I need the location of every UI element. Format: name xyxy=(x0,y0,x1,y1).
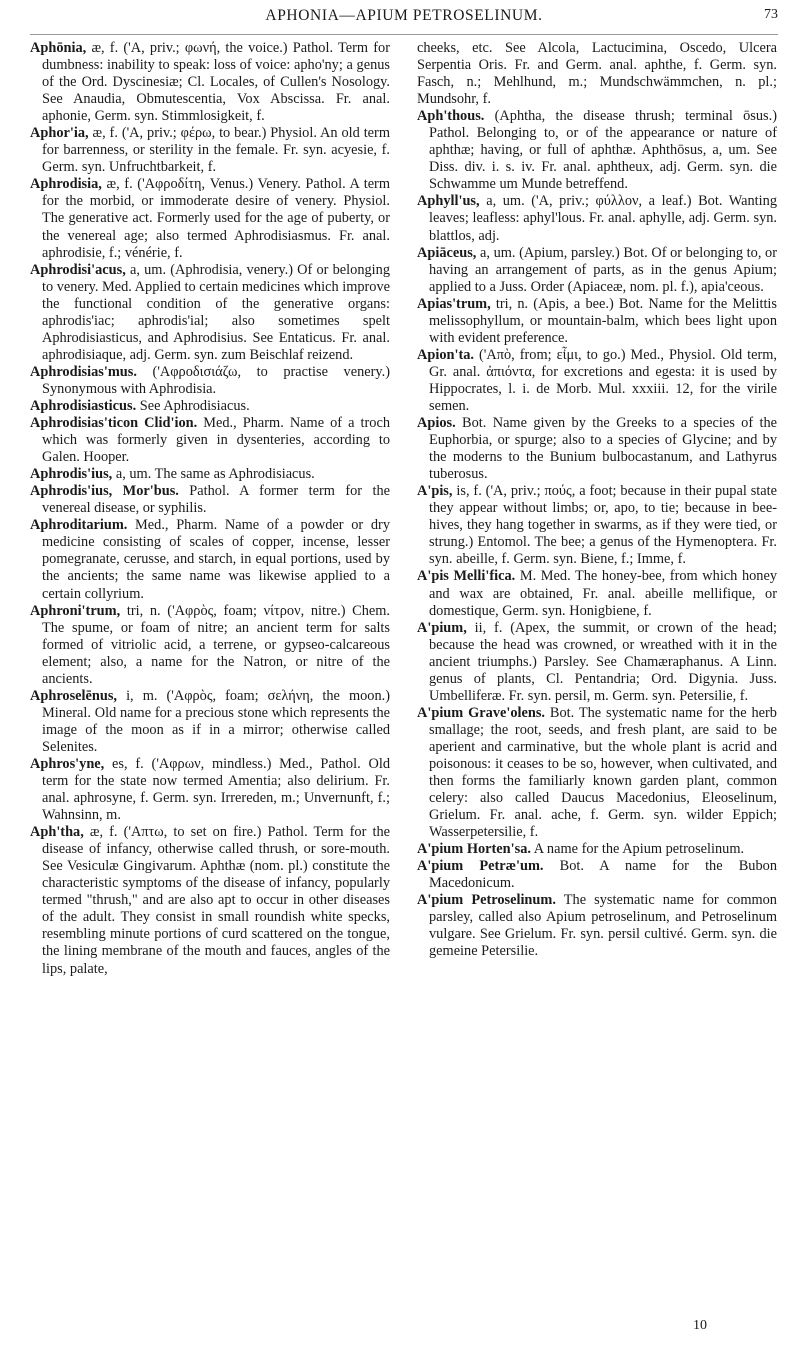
dictionary-entry xyxy=(30,415,390,466)
entry-headword: Aph'tha, xyxy=(30,824,84,841)
entry-headword: Apias'trum, xyxy=(417,295,491,312)
entry-headword: A'pium Petræ'um. xyxy=(417,858,544,875)
entry-text: ii, f. (Apex, the summit, or crown of the head; because the head was crowned, or wreathed with it in the ancient triumphs.) Parsley. See Chamæraphanus. A Linn. genus of plants, Cl. Pentandria; Ord. Digynia. Juss. Umbelliferæ. Fr. syn. persil, m. Germ. syn. Petersilie, f. xyxy=(429,619,777,704)
dictionary-entry xyxy=(417,568,777,619)
entry-headword: A'pium Horten'sa. xyxy=(417,841,531,858)
entry-headword: A'pium, xyxy=(417,619,467,636)
entry-text: a, um. (Aphrodisia, venery.) Of or belonging to venery. Med. Applied to certain medicines which improve the functional condition of the generative organs: aphrodis'iac; aphrodis'ial; also sometimes spelt Aphrodisiasticus, and Aphrodisius. See Entaticus. Fr. anal. aphrodisiaque, adj. Germ. syn. zum Beischlaf reizend. xyxy=(42,261,391,363)
entry-headword: A'pis, xyxy=(417,483,453,500)
dictionary-entry xyxy=(417,620,777,705)
dictionary-entry xyxy=(30,125,390,176)
dictionary-entry xyxy=(30,756,390,824)
dictionary-entry xyxy=(30,364,390,398)
entry-text: Bot. A name for the Bubon Macedonicum. xyxy=(429,858,777,892)
entry-headword: Aphrodisias'mus. xyxy=(30,363,137,380)
entry-text: Med., Pharm. Name of a powder or dry medicine consisting of scales of copper, incense, lesser pomegranate, cerusse, and starch, in equal portions, used by the ancients; the same name was likewise applied to a certain collyrium. xyxy=(42,517,390,602)
dictionary-entry xyxy=(417,858,777,892)
entry-text: Bot. Name given by the Greeks to a species of the Euphorbia, or spurge; also to a species of Glycine; and by the moderns to the Bunium bulbocastanum, and Lathyrus tuberosus. xyxy=(429,415,777,483)
entry-headword: Aphros'yne, xyxy=(30,755,105,772)
entry-text: æ, f. ('Αφροδίτη, Venus.) Venery. Pathol. A term for the morbid, or immoderate desire of venery. Physiol. The generative act. Formerly used for the age of puberty, or the venereal age; also termed Aphrodisiasmus. Fr. anal. aphrodisie, f.; vénérie, f. xyxy=(42,176,390,261)
entry-text: Bot. The systematic name for the herb smallage; the root, seeds, and fresh plant, are said to be aperient and carminative, but the whole plant is acrid and poisonous: it ceases to be so, however, when cultivated, and then forms the familiarly known garden plant, common celery: also called Daucus Macedonius, Eleoselinum, Grielum. Fr. anal. ache, f. Germ. syn. wilder Eppich; Wasserpetersilie, f. xyxy=(429,704,777,841)
dictionary-entry xyxy=(30,824,390,977)
dictionary-entry xyxy=(417,347,777,415)
entry-headword: Apios. xyxy=(417,415,456,432)
entry-headword: Aphrodisia, xyxy=(30,176,102,193)
dictionary-entry xyxy=(417,245,777,296)
entry-headword: Aphrodisi'acus, xyxy=(30,261,126,278)
entry-headword: Aphroselēnus, xyxy=(30,687,118,704)
entry-headword: Apiāceus, xyxy=(417,244,477,261)
entry-text: æ, f. ('Απτω, to set on fire.) Pathol. Term for the disease of infancy, otherwise called thrush, or sore-mouth. See Vesiculæ Gingivarum. Aphthæ (nom. pl.) constitute the characteristic symptoms of the disease of infancy, popularly termed "thrush," and are also apt to occur in other diseases of the adult. They consist in small roundish white specks, resembling minute portions of curd scattered on the tongue, the lining membrane of the mouth and fauces, angles of the lips, palate, xyxy=(42,824,390,977)
entry-text: See Aphrodisiacus. xyxy=(136,397,250,414)
entry-headword: Aphyll'us, xyxy=(417,193,480,210)
entry-text: The systematic name for common parsley, called also Apium petroselinum, and Petroselinum vulgare. See Grielum. Fr. syn. persil cultivé. Germ. syn. die gemeine Petersilie. xyxy=(429,892,777,960)
entry-text: i, m. ('Αφρὸς, foam; σελήνη, the moon.) Mineral. Old name for a precious stone which represents the image of the moon as if in a mirror; otherwise called Selenites. xyxy=(42,687,390,755)
entry-text: ('Απὸ, from; εἶμι, to go.) Med., Physiol. Old term, Gr. anal. ἀπιόντα, for excretions and egesta: it is used by Hippocrates, l. i. de Morb. Mul. xxxiii. 12, for the virile semen. xyxy=(429,346,777,414)
dictionary-entry xyxy=(30,262,390,364)
dictionary-entry xyxy=(30,466,390,483)
page-header xyxy=(30,0,778,35)
entry-text: Pathol. A former term for the venereal disease, or syphilis. xyxy=(42,483,391,517)
entry-text: is, f. ('A, priv.; πούς, a foot; because in their pupal state they appear without limbs; or, apo, to tie; because in bee-hives, they hang together in swarms, as if they were tied, or strung.) Entomol. The bee; a genus of the Hymenoptera. Fr. syn. abeille, f. Germ. syn. Biene, f.; Imme, f. xyxy=(429,483,777,568)
entry-text: a, um. The same as Aphrodisiacus. xyxy=(112,466,315,483)
entry-text: tri, n. (Apis, a bee.) Bot. Name for the Melittis melissophyllum, or mountain-balm, which bees light upon with evident preference. xyxy=(429,295,777,346)
dictionary-entry xyxy=(30,517,390,602)
dictionary-entry xyxy=(417,415,777,483)
entry-headword: Aphrodisias'ticon Clid'ion. xyxy=(30,415,198,432)
entry-text: (Aphtha, the disease thrush; terminal ōsus.) Pathol. Belonging to, or of the appearance or nature of aphthæ; having, or full of aphthæ. Aphthōsus, a, um. See Diss. div. i. s. iv. Fr. anal. aphtheux, adj. Germ. syn. die Schwamme um Munde betreffend. xyxy=(429,108,777,193)
entry-text: tri, n. ('Αφρὸς, foam; νίτρον, nitre.) Chem. The spume, or foam of nitre; an ancient term for salts formed of vitriolic acid, a terrene, or gypseo-calcareous element; also, a name for the Natron, or nitre of the ancients. xyxy=(42,602,390,687)
entry-text: cheeks, etc. See Alcola, Lactucimina, Oscedo, Ulcera Serpentia Oris. Fr. and Germ. anal. aphthe, f. Germ. syn. Fasch, n.; Mehlhund, m.; Mundschwämmchen, n. pl.; Mundsohr, f. xyxy=(417,40,777,108)
right-column xyxy=(417,40,777,961)
left-column xyxy=(30,40,390,978)
entry-text: a, um. (Apium, parsley.) Bot. Of or belonging to, or having an arrangement of parts, as in the genus Apium; applied to a Juss. Order (Apiaceæ, nom. pl. f.), apia'ceous. xyxy=(429,244,777,295)
dictionary-entry xyxy=(30,40,390,125)
entry-text: M. Med. The honey-bee, from which honey and wax are obtained, Fr. anal. abeille mellifique, or domestique, Germ. syn. Honigbiene, f. xyxy=(429,568,778,619)
entry-text: æ, f. ('A, priv.; φωνή, the voice.) Pathol. Term for dumbness: inability to speak: loss of voice: apho'ny; a genus of the Ord. Dyscinesiæ; Cl. Locales, of Cullen's Nosology. See Anaudia, Obmutescentia, Vox Abscissa. Fr. anal. aphonie, Germ. syn. Stimmlosigkeit, f. xyxy=(42,40,390,125)
entry-headword: A'pium Grave'olens. xyxy=(417,704,546,721)
dictionary-entry xyxy=(417,193,777,244)
dictionary-entry xyxy=(30,603,390,688)
entry-headword: Apion'ta. xyxy=(417,346,474,363)
signature-mark: 10 xyxy=(693,1318,707,1333)
running-head: APHONIA—APIUM PETROSELINUM. xyxy=(265,7,543,24)
entry-headword: Aphōnia, xyxy=(30,40,87,56)
entry-headword: Aphrodis'ius, xyxy=(30,466,113,483)
entry-text: Med., Pharm. Name of a troch which was formerly given in dysenteries, according to Galen. Hooper. xyxy=(42,415,390,466)
dictionary-entry xyxy=(30,688,390,756)
entry-text: a, um. ('A, priv.; φύλλον, a leaf.) Bot. Wanting leaves; leafless: aphyl'lous. Fr. anal. aphylle, adj. Germ. syn. blattlos, adj. xyxy=(429,193,777,244)
dictionary-entry xyxy=(417,483,777,568)
dictionary-entry xyxy=(417,892,777,960)
entry-text: es, f. ('Αφρων, mindless.) Med., Pathol. Old term for the state now termed Amentia; also delirium. Fr. anal. aphrosyne, f. Germ. syn. Irrereden, m.; Unvernunft, f.; Wahnsinn, m. xyxy=(42,755,390,824)
entry-text: ('Αφροδισιάζω, to practise venery.) Synonymous with Aphrodisia. xyxy=(42,363,390,397)
dictionary-entry xyxy=(417,841,777,858)
entry-text: æ, f. ('A, priv.; φέρω, to bear.) Physiol. An old term for barrenness, or sterility in the female. Fr. syn. acyesie, f. Germ. syn. Unfruchtbarkeit, f. xyxy=(42,125,390,176)
entry-headword: Aphroditarium. xyxy=(30,517,128,534)
entry-headword: Aphor'ia, xyxy=(30,125,89,142)
entry-text: A name for the Apium petroselinum. xyxy=(530,841,745,858)
entry-headword: A'pis Melli'fica. xyxy=(417,568,516,585)
entry-headword: Aphrodis'ius, Mor'bus. xyxy=(30,483,179,500)
entry-headword: Aphrodisiasticus. xyxy=(30,397,137,414)
entry-headword: Aph'thous. xyxy=(417,108,485,125)
dictionary-entry xyxy=(30,398,390,415)
page-number: 73 xyxy=(764,7,778,22)
dictionary-entry xyxy=(417,108,777,193)
dictionary-entry xyxy=(417,40,777,108)
dictionary-entry xyxy=(30,176,390,261)
dictionary-entry xyxy=(417,296,777,347)
entry-headword: A'pium Petroselinum. xyxy=(417,892,556,909)
entry-headword: Aphroni'trum, xyxy=(30,602,121,619)
dictionary-entry xyxy=(417,705,777,841)
dictionary-entry xyxy=(30,483,390,517)
